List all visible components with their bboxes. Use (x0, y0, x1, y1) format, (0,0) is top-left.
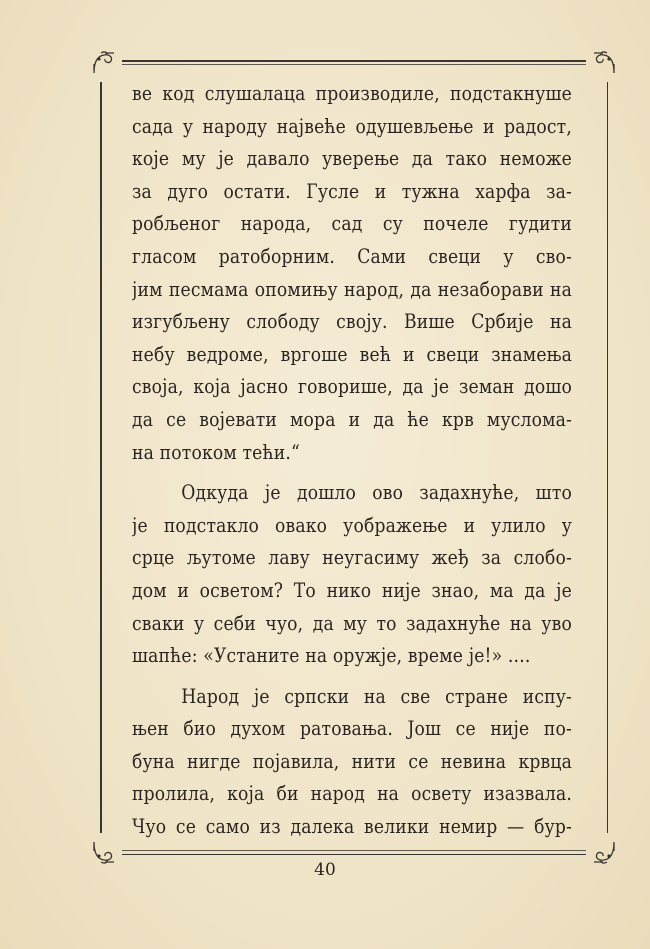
corner-ornament-icon (91, 50, 117, 76)
text-line: на потоком тећи.“ (132, 440, 300, 464)
text-line: које му је давало уверење да тако неможе (132, 147, 572, 171)
text-line: небу ведроме, вргоше већ и свеци знамења (132, 342, 572, 366)
border-right-rule (607, 82, 609, 833)
page-number: 40 (314, 860, 336, 880)
text-line: је подстакло овако уображење и улило у (132, 513, 572, 537)
text-line: пролила, која би народ на освету изазвала. (132, 782, 572, 806)
text-line: робљеног народа, сад су почеле гудити (132, 212, 572, 236)
text-line: ве код слушалаца производиле, подстакнуше (132, 82, 572, 105)
border-bottom-rule (122, 854, 586, 856)
text-line: њен био духом ратовања. Још се није по- (132, 717, 572, 741)
text-line: да се војевати мора и да ће крв муслома- (132, 407, 572, 431)
text-line: срце љутоме лаву неугасиму жеђ за слобо- (132, 546, 572, 570)
body-text (132, 78, 572, 844)
text-line: изгубљену слободу своју. Више Србије на (132, 310, 572, 334)
text-line: јим песмама опомињу народ, да незаборави на (132, 277, 572, 301)
paragraph (132, 477, 572, 673)
text-line: Чуо се само из далека велики немир — бур- (132, 815, 572, 839)
text-line: дом и осветом? То нико није знао, ма да је (132, 578, 572, 602)
text-line: за дуго остати. Гусле и тужна харфа за- (132, 179, 572, 203)
text-line: Одкуда је дошло ово задахнуће, што (181, 481, 572, 505)
text-line: буна нигде појавила, нити се невина крвца (132, 749, 572, 773)
text-line: Народ је српски на све стране испу- (181, 684, 572, 708)
border-bottom-inner-rule (122, 850, 586, 851)
text-line: сваки у себи чуо, да му то задахнуће на уво (132, 611, 572, 635)
paragraph (132, 681, 572, 844)
text-line: своја, која јасно говорише, да је земан дошо (132, 375, 572, 399)
corner-ornament-icon (591, 50, 617, 76)
border-top-inner-rule (122, 64, 586, 65)
paragraph (132, 78, 572, 469)
border-top-rule (122, 60, 586, 62)
text-line: шапће: «Устаните на оружје, време је!» .... (132, 644, 531, 668)
border-left-rule (100, 82, 102, 833)
text-line: гласом ратоборним. Сами свеци у сво- (132, 244, 572, 268)
text-line: сада у народу највеће одушевљење и радост, (132, 114, 572, 138)
